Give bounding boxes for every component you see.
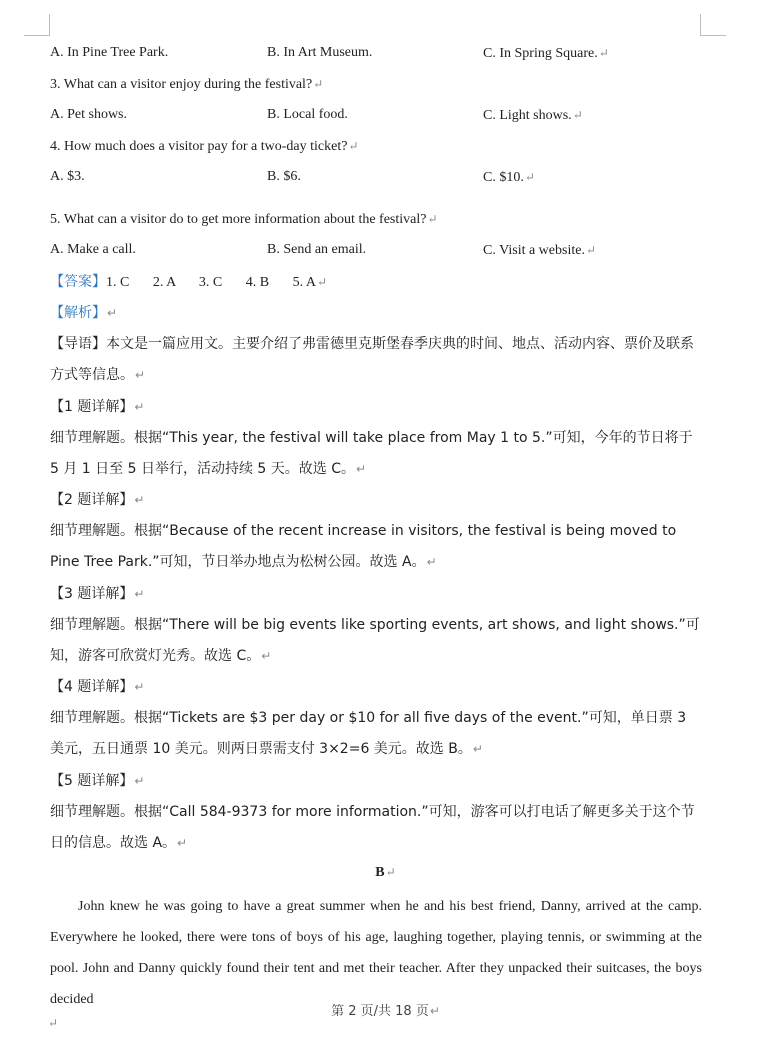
- detail-2-text: 细节理解题。根据“Because of the recent increase in visitors, the festival is being moved to Pine Tree Park.”可知，节日举办地点为松树公园。故选 A。↵: [50, 523, 677, 570]
- paragraph-mark-icon: ↵: [585, 243, 597, 257]
- paragraph-mark-icon: ↵: [177, 836, 188, 850]
- detail-3-text: 细节理解题。根据“There will be big events like sporting events, art shows, and light shows.”可知，游客可欣赏灯光秀。故选 C。↵: [50, 617, 700, 664]
- paragraph-mark-icon: ↵: [107, 306, 118, 320]
- paragraph-mark-icon: ↵: [427, 212, 438, 226]
- paragraph-mark-icon: ↵: [598, 46, 609, 60]
- paragraph-mark-icon: ↵: [429, 1004, 440, 1018]
- paragraph-mark-icon: ↵: [348, 139, 359, 153]
- q3-option-a: A. Pet shows.: [50, 107, 128, 122]
- paragraph-mark-icon: ↵: [261, 649, 272, 663]
- answer-item: 2. A: [152, 275, 176, 290]
- answer-item: 5. A: [292, 275, 316, 290]
- crop-mark-right: [700, 14, 726, 36]
- paragraph-mark-icon: ↵: [134, 400, 145, 414]
- q3-option-c: C. Light shows.↵: [483, 108, 583, 123]
- paragraph-mark-icon: ↵: [524, 170, 535, 184]
- detail-5-text: 细节理解题。根据“Call 584-9373 for more information.”可知，游客可以打电话了解更多关于这个节日的信息。故选 A。↵: [50, 804, 695, 851]
- q2-option-c: C. In Spring Square.↵: [483, 46, 609, 61]
- passage-paragraph: John knew he was going to have a great summer when he and his best friend, Danny, arrived at the camp. Everywhere he looked, there were tons of boys of his age, laughing together, playing tennis, or swimming at the pool. John and Danny quickly found their tent and met their teacher. After they unpacked their suitcases, the boys decided: [50, 899, 702, 1007]
- detail-5-heading: 【5 题详解】↵: [50, 773, 145, 789]
- answer-line: [50, 273, 327, 292]
- paragraph-mark-icon: ↵: [385, 865, 396, 879]
- paragraph-mark-icon: ↵: [356, 462, 367, 476]
- paragraph-mark-icon: ↵: [134, 493, 145, 507]
- analysis-label: 【解析】↵: [50, 305, 118, 321]
- detail-4-text: 细节理解题。根据“Tickets are $3 per day or $10 for all five days of the event.”可知，单日票 3 美元，五日通票 10 美元。则两日票需支付 3×2=6 美元。故选 B。↵: [50, 710, 687, 757]
- q2-option-a: A. In Pine Tree Park.: [50, 45, 169, 60]
- detail-1-heading: 【1 题详解】↵: [50, 399, 145, 415]
- detail-1-text: 细节理解题。根据“This year, the festival will take place from May 1 to 5.”可知，今年的节日将于 5 月 1 日至 5 日举行，活动持续 5 天。故选 C。↵: [50, 430, 693, 477]
- q4-option-c: C. $10.↵: [483, 170, 535, 185]
- crop-mark-left: [24, 14, 50, 36]
- paragraph-mark-icon: ↵: [134, 774, 145, 788]
- q3-question: 3. What can a visitor enjoy during the festival?↵: [50, 77, 324, 92]
- page-footer: 第 2 页/共 18 页↵: [331, 1004, 440, 1019]
- section-title: B↵: [375, 865, 396, 880]
- paragraph-mark-icon: ↵: [134, 680, 145, 694]
- answer-item: 4. B: [245, 275, 270, 290]
- q5-option-a: A. Make a call.: [50, 242, 136, 257]
- paragraph-mark-icon: ↵: [135, 368, 146, 382]
- q5-option-c: C. Visit a website.↵: [483, 243, 597, 258]
- paragraph-mark-icon: ↵: [48, 1016, 59, 1030]
- paragraph-mark-icon: ↵: [472, 742, 483, 756]
- q4-option-b: B. $6.: [267, 169, 301, 184]
- answer-item: 1. C: [106, 275, 130, 290]
- q5-option-b: B. Send an email.: [267, 242, 367, 257]
- q4-question: 4. How much does a visitor pay for a two-day ticket?↵: [50, 139, 359, 154]
- paragraph-mark-icon: ↵: [313, 77, 324, 91]
- answer-item: 3. C: [198, 275, 223, 290]
- q4-option-a: A. $3.: [50, 169, 85, 184]
- q2-option-b: B. In Art Museum.: [267, 45, 373, 60]
- detail-2-heading: 【2 题详解】↵: [50, 492, 145, 508]
- paragraph-mark-icon: ↵: [572, 108, 583, 122]
- q3-option-b: B. Local food.: [267, 107, 348, 122]
- detail-4-heading: 【4 题详解】↵: [50, 679, 145, 695]
- paragraph-mark-icon: ↵: [134, 587, 145, 601]
- q5-question: 5. What can a visitor do to get more information about the festival?↵: [50, 212, 438, 227]
- answer-label: 【答案】: [50, 274, 106, 290]
- paragraph-mark-icon: ↵: [426, 555, 437, 569]
- guide-paragraph: 【导语】本文是一篇应用文。主要介绍了弗雷德里克斯堡春季庆典的时间、地点、活动内容、票价及联系方式等信息。↵: [50, 336, 694, 383]
- paragraph-mark-icon: ↵: [316, 275, 328, 289]
- detail-3-heading: 【3 题详解】↵: [50, 586, 145, 602]
